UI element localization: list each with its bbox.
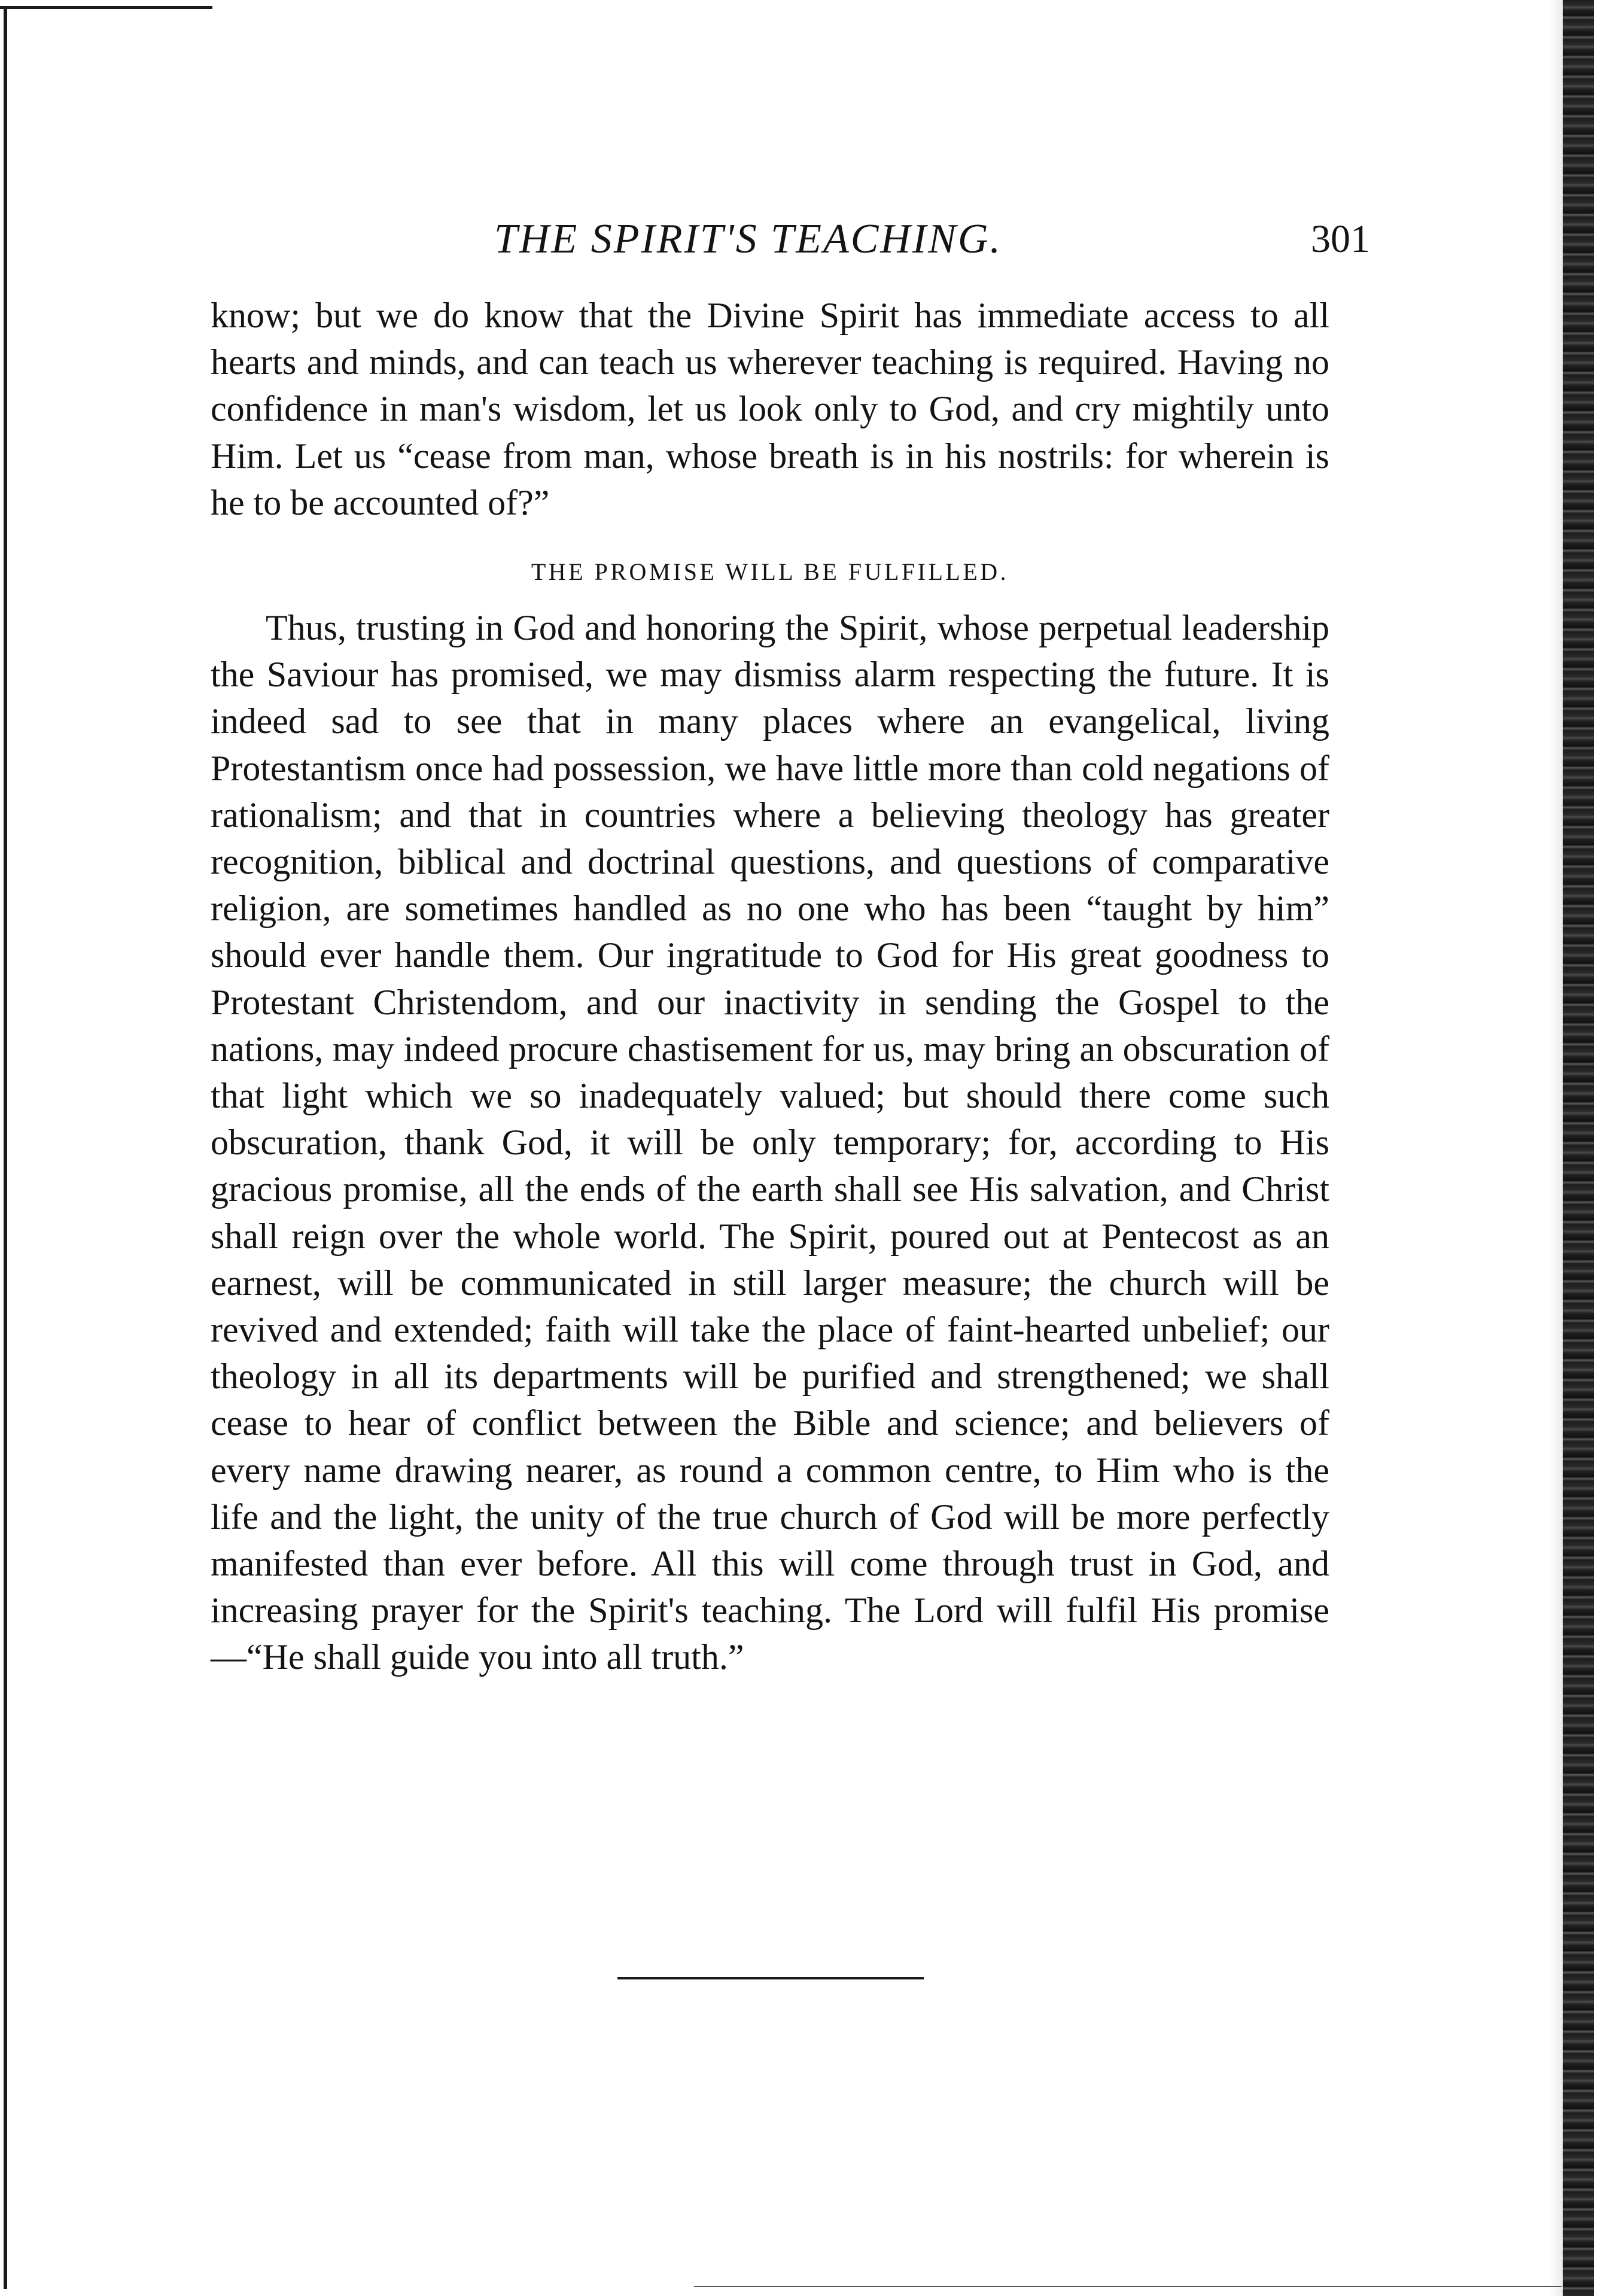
closing-paragraph: Thus, trusting in God and honoring the Spirit, whose perpetual leadership the Saviour has promised, we may dismiss alarm respecting the future. It is indeed sad to see that in many places where an evangelical, living Protestantism once had possession, we have little more than cold negations of rationalism; and that in countries where a believing theology has greater recognition, biblical and doctrinal questions, and questions of comparative religion, are sometimes handled as no one who has been “taught by him” should ever handle them. Our ingratitude to God for His great goodness to Protestant Christendom, and our inactivity in sending the Gospel to the nations, may indeed procure chastisement for us, may bring an obscuration of that light which we so inadequately valued; but should there come such obscuration, thank God, it will be only temporary; for, according to His gracious promise, all the ends of the earth shall see His salvation, and Christ shall reign over the whole world. The Spirit, poured out at Pentecost as an earnest, will be communicated in still larger measure; the church will be revived and extended; faith will take the place of faint-hearted unbelief; our theology in all its departments will be purified and strengthened; we shall cease to hear of conflict between the Bible and science; and believers of every name drawing nearer, as round a common centre, to Him who is the life and the light, the unity of the true church of God will be more perfectly manifested than ever before. All this will come through trust in God, and increasing prayer for the Spirit's teaching. The Lord will fulfil His promise—“He shall guide you into all truth.” [211, 608, 1329, 1677]
scan-right-shadow [1550, 0, 1563, 2296]
opening-paragraph: know; but we do know that the Divine Spirit has immediate access to all hearts and minds, and can teach us wherever teaching is required. Having no confidence in man's wisdom, let us look only to God, and cry mightily unto Him. Let us “cease from man, whose breath is in his nostrils: for wherein is he to be accounted of?” [211, 296, 1329, 522]
running-head [209, 209, 1370, 275]
page-number: 301 [1311, 217, 1370, 261]
section-heading: THE PROMISE WILL BE FULFILLED. [531, 558, 1009, 586]
scan-right-edge [1563, 0, 1594, 2296]
end-of-chapter-rule [617, 1977, 924, 1979]
scan-left-rule [4, 6, 7, 2289]
running-title: THE SPIRIT'S TEACHING. [494, 216, 1003, 262]
page-body [211, 292, 1329, 1681]
scan-top-rule [0, 6, 212, 9]
scan-bottom-rule [694, 2286, 1562, 2287]
